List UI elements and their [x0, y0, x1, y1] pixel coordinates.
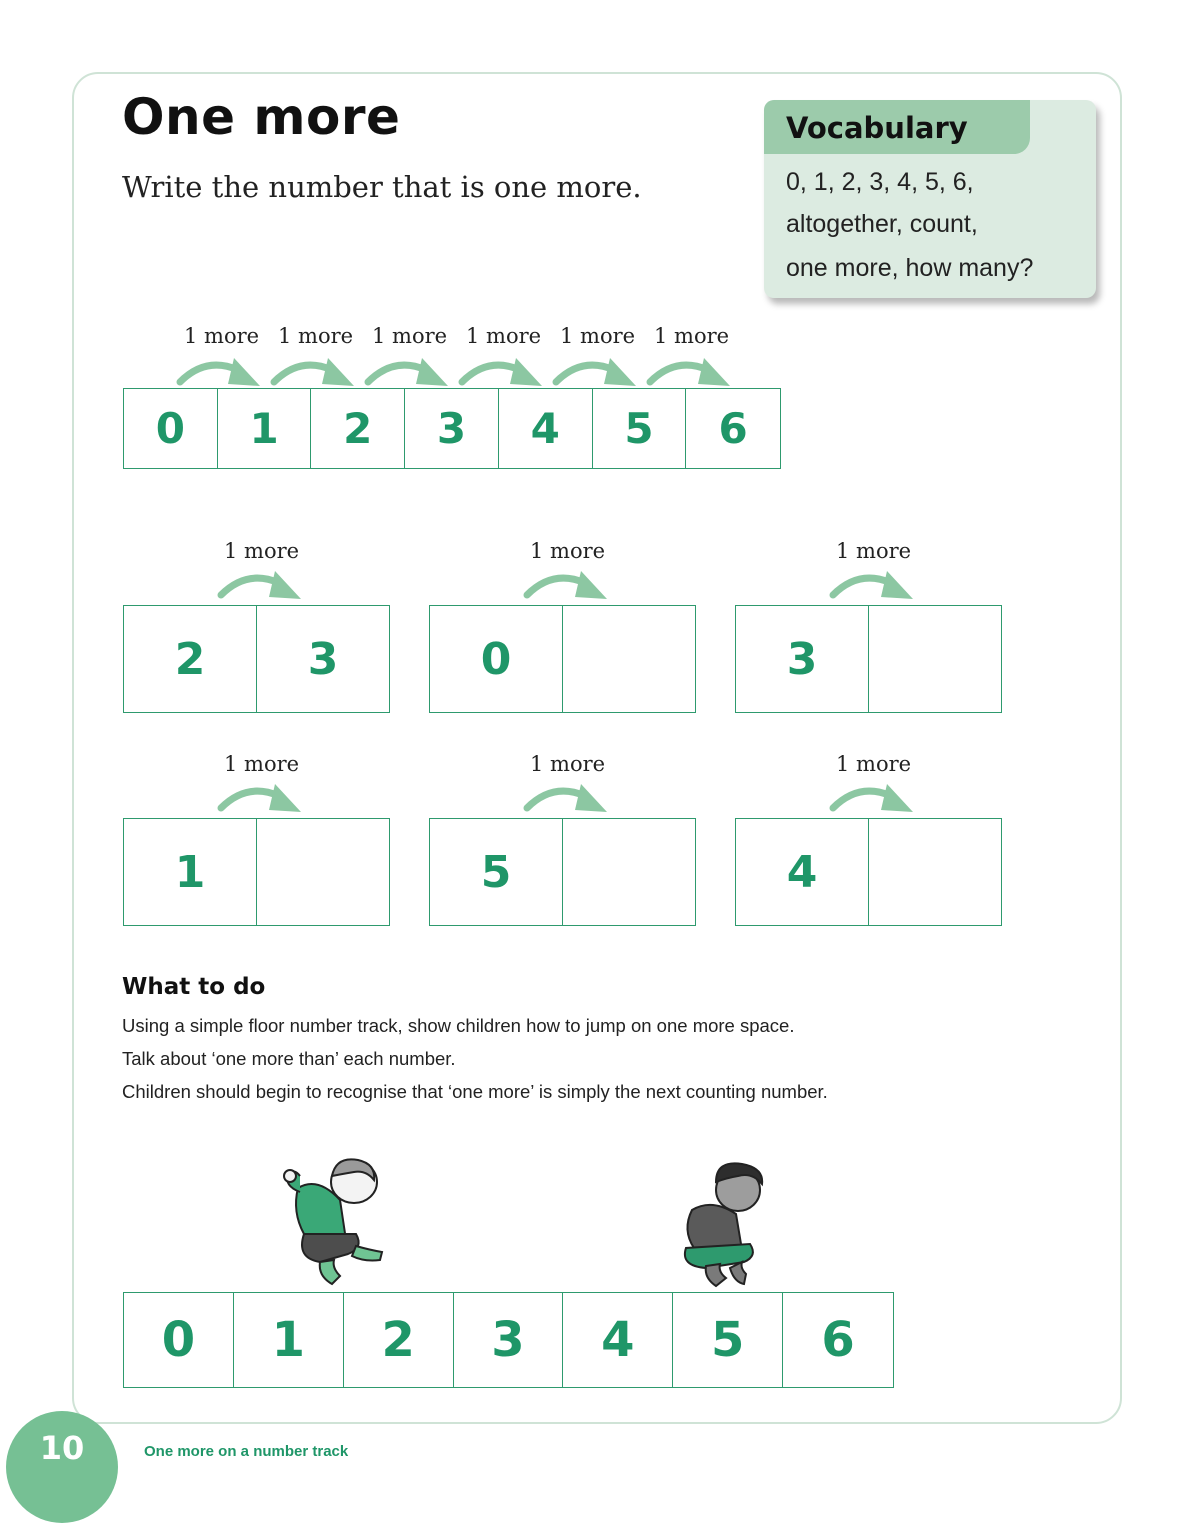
one-more-label: 1 more	[466, 324, 542, 348]
curved-arrow-icon	[270, 356, 360, 390]
answer-cell[interactable]: 3	[307, 633, 339, 685]
top-number-track	[123, 388, 781, 469]
track-cell: 2	[344, 1293, 454, 1387]
one-more-label: 1 more	[224, 539, 300, 563]
given-number-cell: 3	[736, 606, 869, 712]
answer-cell[interactable]	[869, 606, 1001, 712]
curved-arrow-icon	[646, 356, 736, 390]
curved-arrow-icon	[176, 356, 266, 390]
one-more-label: 1 more	[836, 752, 912, 776]
curved-arrow-icon	[829, 569, 919, 603]
track-cell: 6	[821, 1312, 855, 1368]
track-cell: 3	[405, 389, 499, 468]
vocabulary-line: altogether, count,	[786, 210, 978, 238]
curved-arrow-icon	[523, 569, 613, 603]
footer-caption: One more on a number track	[144, 1443, 349, 1460]
what-to-do-heading: What to do	[122, 974, 266, 1000]
given-number-cell: 0	[430, 606, 563, 712]
one-more-label: 1 more	[278, 324, 354, 348]
answer-cell[interactable]	[257, 819, 389, 925]
exercise-pair	[123, 605, 390, 713]
what-to-do-line: Talk about ‘one more than’ each number.	[122, 1048, 456, 1069]
vocabulary-line: 0, 1, 2, 3, 4, 5, 6,	[786, 168, 974, 196]
one-more-label: 1 more	[530, 539, 606, 563]
given-number-cell: 1	[124, 819, 257, 925]
curved-arrow-icon	[458, 356, 548, 390]
vocabulary-line: one more, how many?	[786, 254, 1034, 282]
exercise-pair	[123, 818, 390, 926]
exercise-pair	[429, 605, 696, 713]
one-more-label: 1 more	[184, 324, 260, 348]
track-cell: 0	[124, 1293, 234, 1387]
jumping-boy-grey-illustration	[672, 1158, 782, 1290]
one-more-label: 1 more	[530, 752, 606, 776]
one-more-label: 1 more	[224, 752, 300, 776]
track-cell: 1	[234, 1293, 344, 1387]
given-number-cell: 2	[124, 606, 257, 712]
curved-arrow-icon	[552, 356, 642, 390]
jumping-boy-green-illustration	[270, 1150, 400, 1290]
curved-arrow-icon	[364, 356, 454, 390]
one-more-label: 1 more	[654, 324, 730, 348]
curved-arrow-icon	[217, 569, 307, 603]
curved-arrow-icon	[829, 782, 919, 816]
track-cell: 4	[563, 1293, 673, 1387]
one-more-label: 1 more	[372, 324, 448, 348]
vocabulary-heading: Vocabulary	[764, 100, 1030, 154]
answer-cell[interactable]	[563, 819, 695, 925]
track-cell: 4	[499, 389, 593, 468]
page-title: One more	[122, 88, 401, 146]
track-cell: 5	[593, 389, 687, 468]
track-cell: 0	[124, 389, 218, 468]
track-cell: 1	[218, 389, 312, 468]
exercise-pair	[735, 818, 1002, 926]
page-number-badge: 10	[6, 1411, 118, 1523]
given-number-cell: 4	[736, 819, 869, 925]
exercise-pair	[429, 818, 696, 926]
what-to-do-line: Children should begin to recognise that ‘one more’ is simply the next counting number.	[122, 1081, 828, 1102]
one-more-label: 1 more	[836, 539, 912, 563]
instruction-text: Write the number that is one more.	[122, 170, 642, 204]
curved-arrow-icon	[523, 782, 613, 816]
track-cell: 3	[454, 1293, 564, 1387]
one-more-label: 1 more	[560, 324, 636, 348]
what-to-do-line: Using a simple floor number track, show children how to jump on one more space.	[122, 1015, 795, 1036]
track-cell: 5	[673, 1293, 783, 1387]
answer-cell[interactable]	[869, 819, 1001, 925]
curved-arrow-icon	[217, 782, 307, 816]
floor-number-track	[123, 1292, 894, 1388]
track-cell: 6	[718, 404, 748, 453]
answer-cell[interactable]	[563, 606, 695, 712]
vocabulary-box	[764, 100, 1096, 298]
track-cell: 2	[311, 389, 405, 468]
given-number-cell: 5	[430, 819, 563, 925]
exercise-pair	[735, 605, 1002, 713]
